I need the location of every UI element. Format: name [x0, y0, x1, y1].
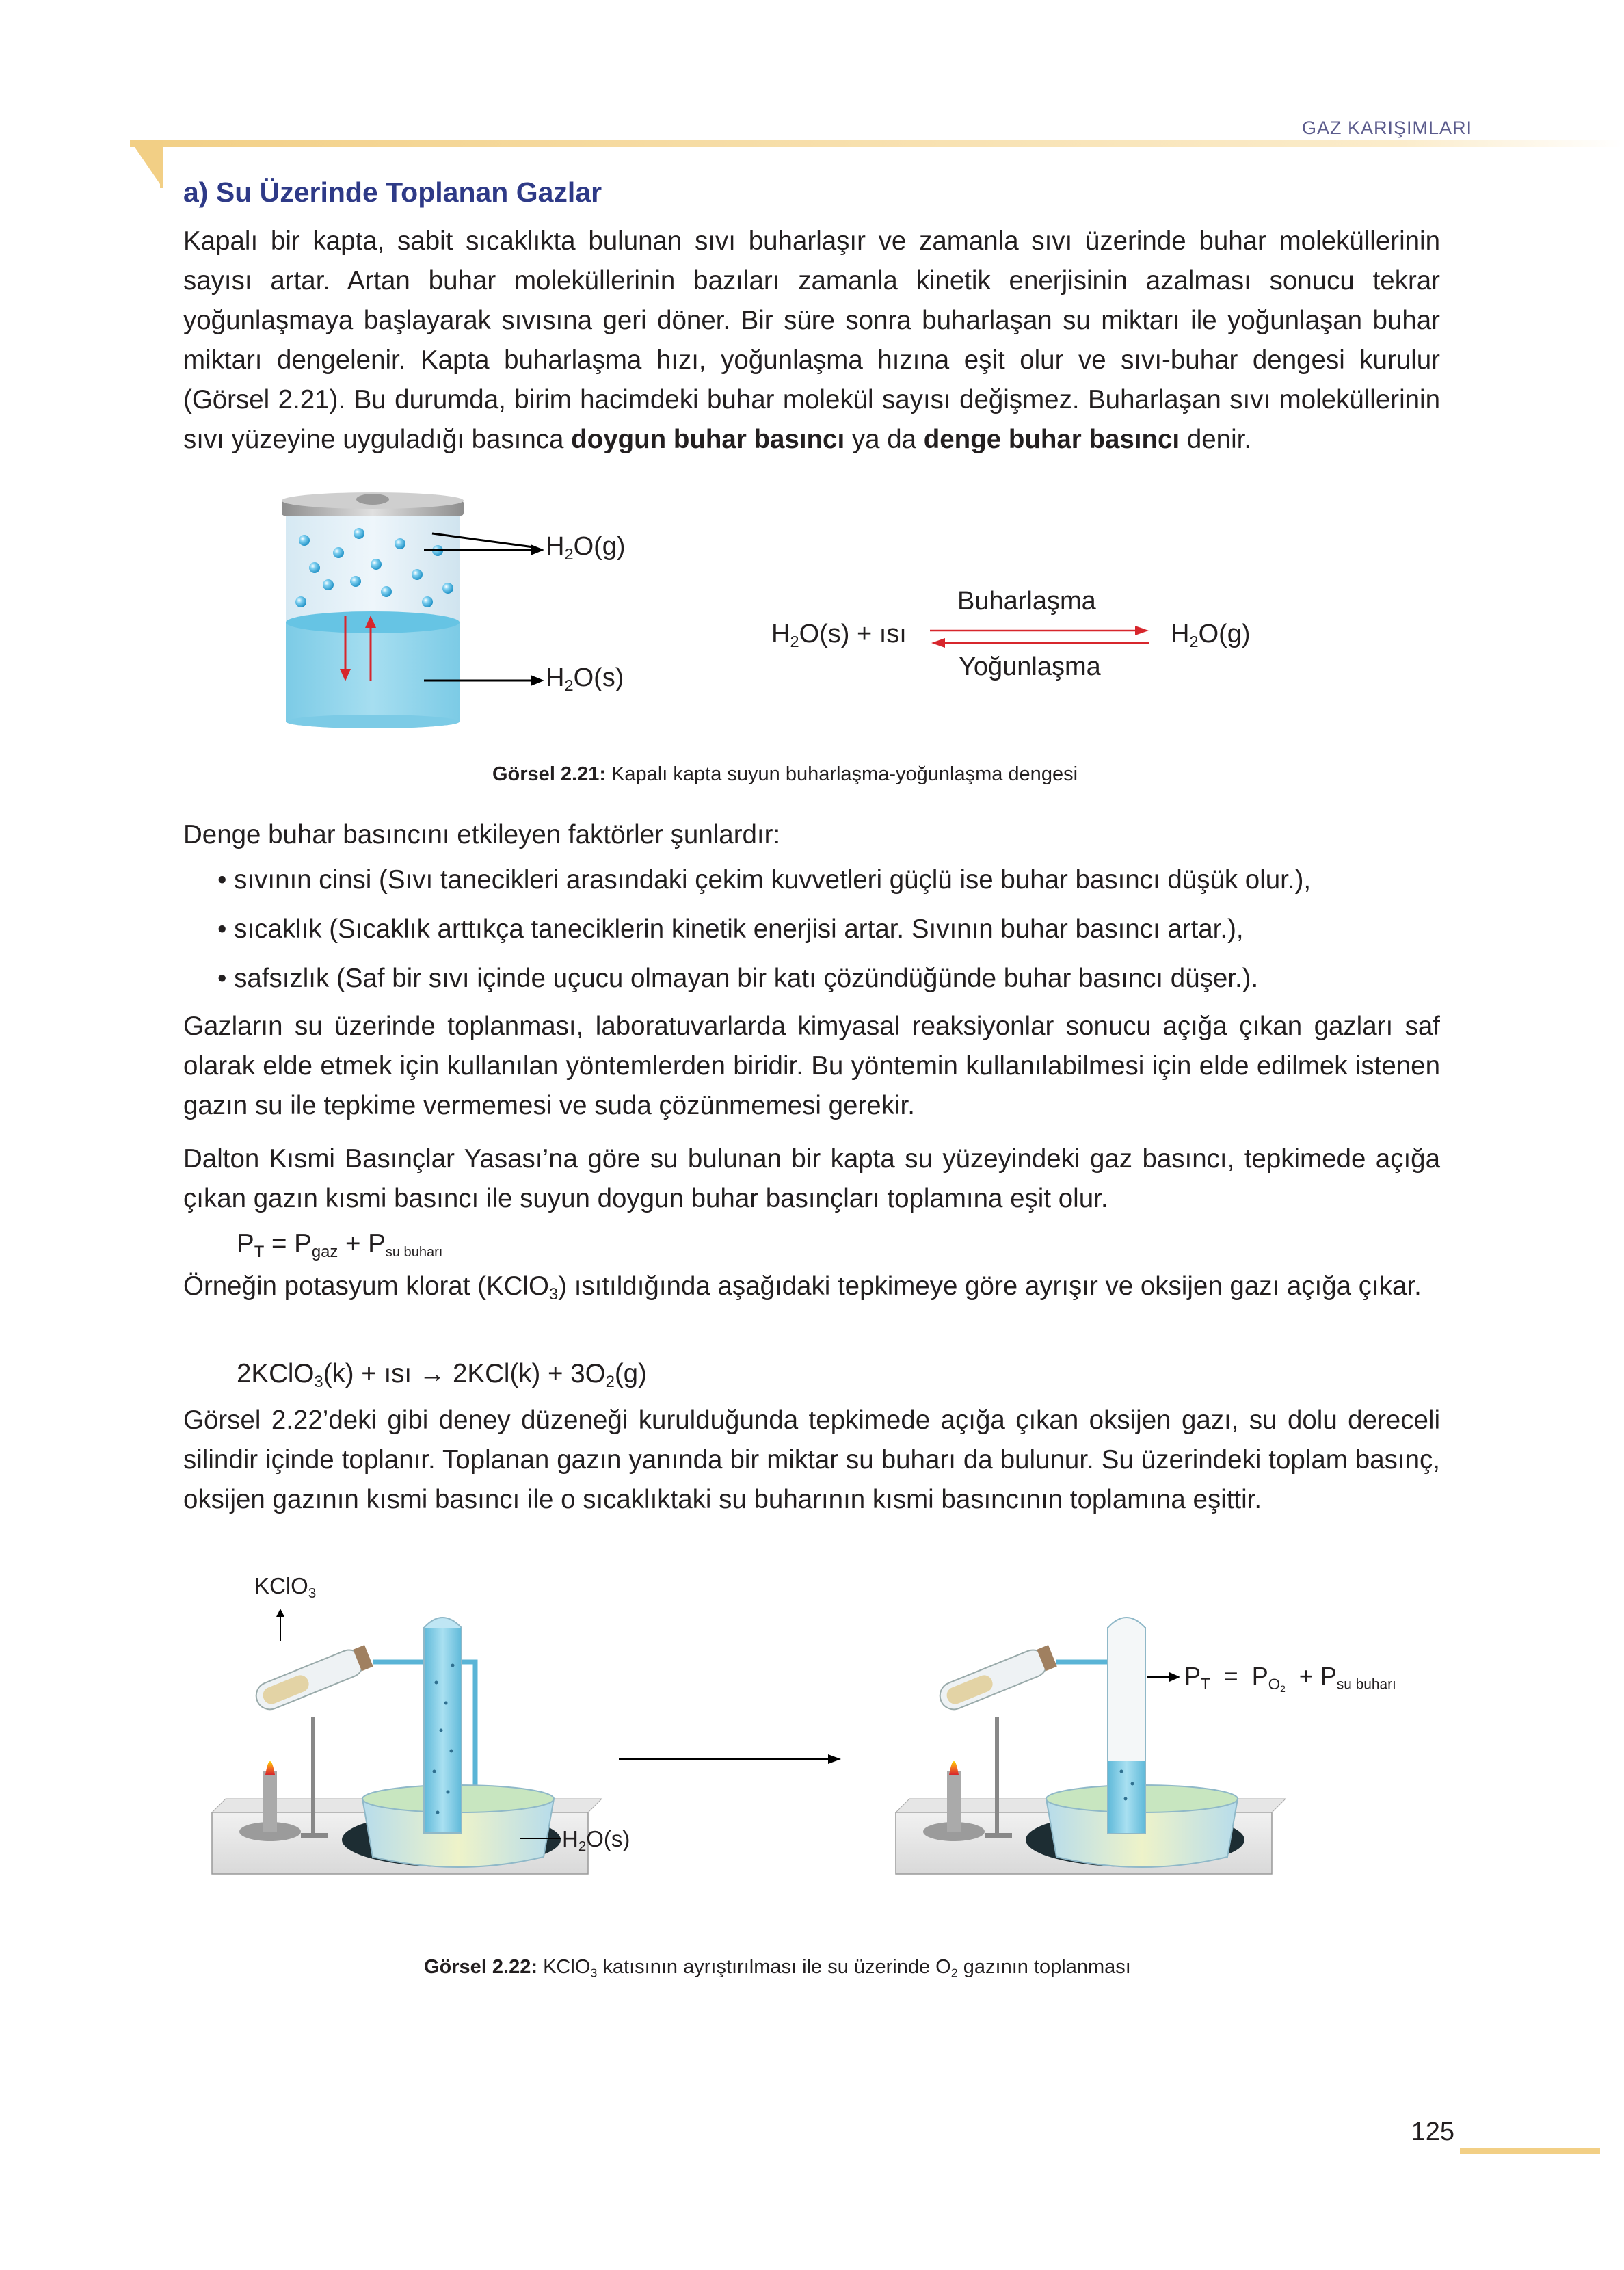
section-title: a) Su Üzerinde Toplanan Gazlar: [183, 176, 602, 208]
formula-total-pressure: $P_T = P_{gaz} + P_{su buharı}$: [237, 1229, 443, 1262]
list-item: • safsızlık (Saf bir sıvı içinde uçucu olmayan bir katı çözündüğünde buhar basıncı düşer.).: [217, 964, 1259, 993]
paragraph-dalton-law: Dalton Kısmi Basınçlar Yasası’na göre su bulunan bir kapta su yüzeyindeki gaz basıncı, tepkimede açığa çıkan gazın kısmi basıncı ile suyun doygun buhar basınçları toplamına eşit olur.: [183, 1144, 1440, 1213]
apparatus-before: [205, 1600, 738, 1888]
label-water: $H_2O(s)$: [562, 1826, 630, 1855]
term-denge-buhar-basinci: denge buhar basıncı: [923, 425, 1180, 454]
paragraph-vapor-pressure: Kapalı bir kapta, sabit sıcaklıkta bulunan sıvı buharlaşır ve zamanla sıvı üzerinde buhar moleküllerinin sayısı artar. Artan buhar moleküllerinin bazıları zamanla kinetik enerjisinin azalması sonucu tekrar yoğunlaşmaya başlayarak sıvısına geri döner. Bir süre sonra buharlaşan su miktarı ile yoğunlaşan buhar miktarı dengelenir. Kapta buharlaşma hızı, yoğunlaşma hızına eşit olur ve sıvı-buhar dengesi kurulur (Görsel 2.21). Bu durumda, birim hacimdeki buhar molekül sayısı değişmez. Buharlaşan sıvı moleküllerinin sıvı yüzeyine uyguladığı basınca doygun buhar basıncı ya da denge buhar basıncı denir.: [183, 226, 1440, 454]
list-item: • sıcaklık (Sıcaklık arttıkça taneciklerin kinetik enerjisi artar. Sıvının buhar basıncı artar.),: [217, 914, 1244, 944]
page-number: 125: [1411, 2117, 1454, 2146]
term-doygun-buhar-basinci: doygun buhar basıncı: [571, 425, 845, 454]
caption-figure-2-21: Görsel 2.21: Kapalı kapta suyun buharlaşma-yoğunlaşma dengesi: [492, 763, 1078, 785]
running-header: GAZ KARIŞIMLARI: [1301, 118, 1472, 138]
list-item: • sıvının cinsi (Sıvı tanecikleri arasındaki çekim kuvvetleri güçlü ise buhar basıncı düşük olur.),: [217, 865, 1312, 895]
process-arrow: [619, 1751, 844, 1767]
label-liquid: $H_2O(s)$: [546, 663, 624, 695]
reaction-equation: 2KClO$_3$(k) + ısı → $2KCl(k) + 3O_2(g)$: [237, 1359, 647, 1392]
label-reverse: Yoğunlaşma: [959, 652, 1101, 681]
paragraph-setup: Görsel 2.22’deki gibi deney düzeneği kurulduğunda tepkimede açığa çıkan oksijen gazı, su dolu dereceli silindir içinde toplanır. Toplanan gazın yanında bir miktar su buharı da bulunur. Su üzerindeki toplam basınç, oksijen gazının kısmi basıncı ile o sıcaklıktaki su buharının kısmi basıncının toplamına eşittir.: [183, 1405, 1440, 1514]
label-total-pressure: $P_T = P_{O_2} + P_{su buharı}$: [1184, 1662, 1396, 1694]
label-forward: Buharlaşma: [957, 587, 1096, 616]
paragraph-kclo3: Örneğin potasyum klorat (KClO$_3$) ısıtıldığında aşağıdaki tepkimeye göre ayrışır ve oksijen gazı açığa çıkar.: [183, 1271, 1422, 1304]
equation-right: $H_2O(g)$: [1171, 620, 1251, 651]
equation-left: $H_2O(s)$ + ısı: [771, 620, 907, 651]
apparatus-after: [889, 1600, 1436, 1888]
label-vapor: $H_2O(g)$: [546, 532, 626, 564]
paragraph-gas-collection: Gazların su üzerinde toplanması, laboratuvarlarda kimyasal reaksiyonlar sonucu açığa çıkan gazları saf olarak elde etmek için kullanılan yöntemlerden biridir. Bu yöntemin kullanılabilmesi için elde edilmek istenen gazın su ile tepkime vermemesi ve suda çözünmemesi gerekir.: [183, 1012, 1440, 1120]
caption-figure-2-22: Görsel 2.22: KClO$_3$ katısının ayrıştırılması ile su üzerinde $O_2$ gazının toplanması: [424, 1956, 1131, 1980]
pointer-arrows: [424, 533, 547, 691]
equilibrium-arrows: [930, 624, 1156, 651]
label-kclo3: KClO$_3$: [254, 1573, 317, 1602]
footer-rule: [1460, 2148, 1600, 2154]
factors-intro: Denge buhar basıncını etkileyen faktörler şunlardır:: [183, 820, 781, 849]
